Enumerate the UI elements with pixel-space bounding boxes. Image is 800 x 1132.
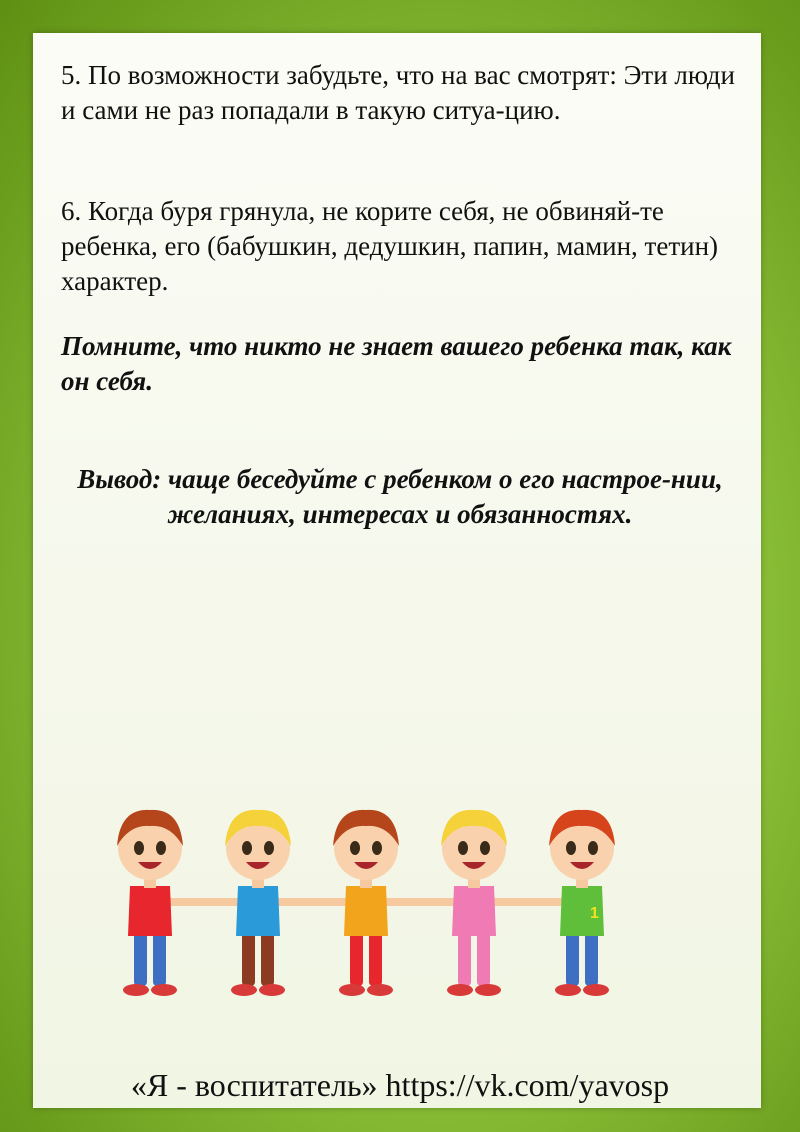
child-shirt [128, 886, 172, 936]
child-eye [566, 841, 576, 855]
child-leg [242, 930, 255, 986]
child-shoe [151, 984, 177, 996]
child-leg [477, 930, 490, 986]
child-eye [264, 841, 274, 855]
conclusion-text: Вывод: чаще беседуйте с ребенком о его настрое-нии, желаниях, интересах и обязанностях. [77, 464, 723, 529]
child-leg [585, 930, 598, 986]
child-shoe [259, 984, 285, 996]
child-eye [372, 841, 382, 855]
child-shoe [447, 984, 473, 996]
child-eye [156, 841, 166, 855]
child-shoe [367, 984, 393, 996]
tip-paragraph-6: 6. Когда буря грянула, не корите себя, не обвиняй-те ребенка, его (бабушкин, дедушкин, папин, мамин, тетин) характер. [61, 196, 719, 296]
child-leg [153, 930, 166, 986]
child-shoe [123, 984, 149, 996]
children-holding-hands-illustration [110, 790, 650, 1015]
child-leg [458, 930, 471, 986]
footer-credit: «Я - воспитатель» https://vk.com/yavosp [130, 1067, 670, 1103]
child-leg [261, 930, 274, 986]
child-leg [369, 930, 382, 986]
child-shoe [231, 984, 257, 996]
child-eye [480, 841, 490, 855]
remember-note: Помните, что никто не знает вашего ребенка так, как он себя. [61, 331, 732, 396]
child-eye [458, 841, 468, 855]
child-leg [350, 930, 363, 986]
child-eye [350, 841, 360, 855]
child-eye [134, 841, 144, 855]
child-shoe [475, 984, 501, 996]
child-leg [566, 930, 579, 986]
child-leg [134, 930, 147, 986]
child-eye [242, 841, 252, 855]
child-shirt [452, 886, 496, 936]
child-eye [588, 841, 598, 855]
child-shoe [339, 984, 365, 996]
child-shirt [344, 886, 388, 936]
tip-paragraph-5: 5. По возможности забудьте, что на вас смотрят: Эти люди и сами не раз попадали в такую ситуа-цию. [61, 60, 735, 125]
shirt-number: 1 [590, 905, 599, 922]
child-shoe [555, 984, 581, 996]
child-shirt [236, 886, 280, 936]
child-shoe [583, 984, 609, 996]
